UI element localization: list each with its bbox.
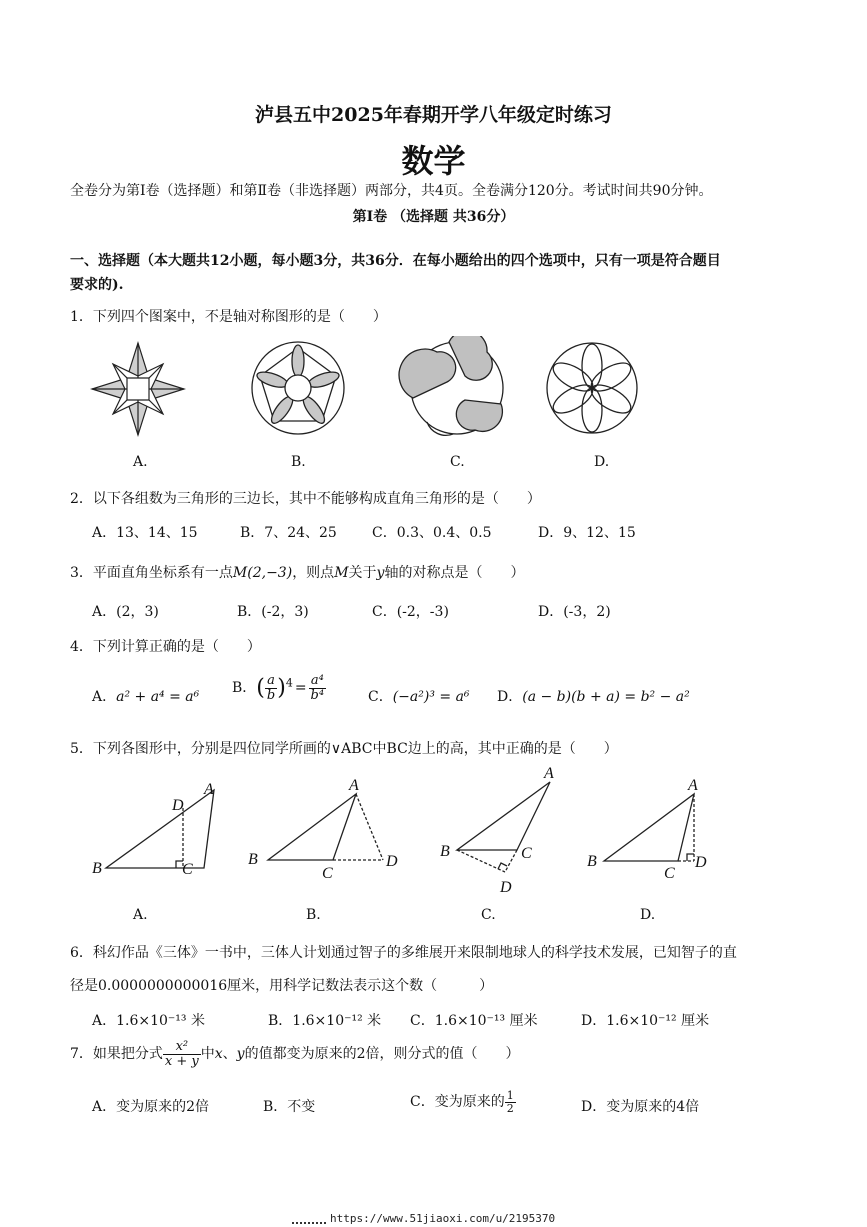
q5-figures — [84, 760, 724, 900]
q4-c-expr: (−a²)³ = a⁶ — [392, 689, 470, 705]
q4-b-frac: $\frac{a}{b}$ — [266, 673, 276, 703]
q3-stem-b: ，则点 — [292, 565, 335, 581]
q5-d-vertex-a: A — [688, 777, 698, 794]
q1-figure-b — [252, 342, 344, 434]
q4-b-pow: 4 — [285, 676, 293, 690]
q4-a-expr: a² + a⁴ = a⁶ — [116, 689, 200, 705]
q2-option-d: D．9、12、15 — [538, 525, 636, 541]
q2-option-c: C．0.3、0.4、0.5 — [372, 525, 492, 541]
q5-label-b: B. — [306, 907, 321, 923]
q5-d-vertex-b: B — [587, 853, 597, 870]
q3-point-m: M — [334, 565, 349, 581]
q1-figure-a — [92, 343, 184, 435]
q2-stem: 2．以下各组数为三角形的三边长，其中不能够构成直角三角形的是（ ） — [70, 491, 541, 507]
q4-a-label: A． — [92, 689, 117, 705]
q7-stem — [70, 1040, 520, 1068]
q7-c-text: C．变为原来的 — [410, 1094, 505, 1111]
q5-b-vertex-c: C — [322, 865, 333, 882]
q7-c-half: $\frac{1}{2}$ — [506, 1089, 514, 1115]
q3-stem-a: 3．平面直角坐标系有一点 — [70, 565, 233, 581]
q3-option-b: B．(-2，3) — [237, 604, 309, 620]
q4-c-label: C． — [368, 689, 393, 705]
q6-option-d: D．1.6×10⁻¹² 厘米 — [581, 1013, 710, 1029]
q5-b-vertex-a: A — [349, 777, 359, 794]
q4-option-d — [497, 686, 690, 706]
q5-a-vertex-b: B — [92, 860, 102, 877]
exam-intro: 全卷分为第Ⅰ卷（选择题）和第Ⅱ卷（非选择题）两部分，共4页。全卷满分120分。考试时间共90分钟。 — [70, 183, 713, 199]
footer-logo-icon — [292, 1215, 326, 1224]
q7-stem-c: 的值都变为原来的2倍，则分式的值（ ） — [244, 1046, 520, 1063]
q7-fraction: $\frac{\text{x²}}{x + y}$ — [164, 1039, 199, 1069]
q5-a-vertex-a: A — [204, 781, 214, 798]
q1-stem: 1．下列四个图案中，不是轴对称图形的是（ ） — [70, 309, 387, 325]
q7-option-a: A．变为原来的2倍 — [92, 1099, 210, 1115]
q6-option-b: B．1.6×10⁻¹² 米 — [268, 1013, 382, 1029]
q5-stem: 5．下列各图形中，分别是四位同学所画的∨ABC中BC边上的高，其中正确的是（ ） — [70, 741, 618, 757]
q7-option-d: D．变为原来的4倍 — [581, 1099, 700, 1115]
section-title: 第Ⅰ卷 （选择题 共36分） — [352, 209, 515, 225]
q5-a-vertex-d: D — [172, 797, 184, 814]
q4-b-result: $\frac{\text{a⁴}}{\text{b⁴}}$ — [310, 673, 325, 703]
subject-title: 数学 — [401, 142, 466, 180]
q1-figures — [80, 336, 670, 442]
q4-d-expr: (a − b)(b + a) = b² − a² — [522, 689, 690, 705]
q3-option-a: A．(2，3) — [92, 604, 159, 620]
q1-label-b: B. — [291, 454, 306, 470]
q1-label-c: C. — [450, 454, 465, 470]
q4-option-a — [92, 686, 199, 706]
q3-point: M(2,−3) — [232, 565, 293, 581]
q5-label-a: A. — [133, 907, 148, 923]
q4-d-label: D． — [497, 689, 523, 705]
q2-option-a: A．13、14、15 — [92, 525, 198, 541]
q5-c-vertex-d: D — [500, 879, 512, 896]
q6-option-a: A．1.6×10⁻¹³ 米 — [92, 1013, 205, 1029]
q5-b-vertex-b: B — [248, 851, 258, 868]
q7-var-y: y — [236, 1046, 245, 1063]
q6-line1: 6．科幻作品《三体》一书中，三体人计划通过智子的多维展开来限制地球人的科学技术发展，已知智子的直 — [70, 945, 737, 961]
q6-line2: 径是0.0000000000016厘米，用科学记数法表示这个数（ ） — [70, 978, 494, 994]
q3-option-c: C．(-2，-3) — [372, 604, 449, 620]
q5-label-c: C. — [481, 907, 496, 923]
q5-figure-b — [268, 794, 383, 860]
q5-a-vertex-c: C — [182, 861, 193, 878]
q7-option-b: B．不变 — [263, 1099, 316, 1115]
q4-b-label: B． — [232, 680, 257, 697]
footer-url-text: https://www.51jiaoxi.com/u/2195370 — [330, 1212, 556, 1225]
q1-label-a: A. — [133, 454, 148, 470]
q5-d-vertex-c: C — [664, 865, 675, 882]
q5-figure-c — [457, 782, 550, 872]
q7-stem-b: 中 — [200, 1046, 215, 1063]
q4-option-c — [368, 686, 470, 706]
q5-label-d: D. — [640, 907, 656, 923]
q5-figure-d — [604, 794, 694, 861]
q1-figure-d — [547, 343, 637, 433]
q3-stem-d: 轴的对称点是（ ） — [384, 565, 525, 581]
q5-c-vertex-a: A — [544, 765, 554, 782]
q4-stem: 4．下列计算正确的是（ ） — [70, 639, 261, 655]
q7-stem-a: 7．如果把分式 — [70, 1046, 163, 1063]
q2-option-b: B．7、24、25 — [240, 525, 337, 541]
q7-option-c — [410, 1090, 516, 1114]
exam-title: 泸县五中2025年春期开学八年级定时练习 — [255, 104, 612, 126]
q1-label-d: D. — [594, 454, 610, 470]
q3-stem-c: 关于 — [348, 565, 377, 581]
q5-c-vertex-c: C — [521, 845, 532, 862]
q3-stem — [70, 562, 524, 582]
q6-option-c: C．1.6×10⁻¹³ 厘米 — [410, 1013, 538, 1029]
q7-var-x: x — [214, 1046, 223, 1063]
q3-option-d: D．(-3，2) — [538, 604, 611, 620]
q1-figure-c — [399, 336, 503, 435]
q7-sep: 、 — [222, 1046, 237, 1063]
q4-b-eq: = — [294, 680, 307, 697]
q4-option-b: B．( $\frac{a}{b}$ )$^4$ = $\frac{\text{a⁴}}{\text{b⁴}}$ — [232, 673, 325, 703]
q5-d-vertex-d: D — [695, 854, 707, 871]
q5-figure-a — [106, 790, 214, 868]
q3-axis-y: y — [376, 565, 385, 581]
part1-heading-line2: 要求的). — [70, 277, 124, 293]
footer-url — [292, 1212, 555, 1225]
part1-heading-line1: 一、选择题（本大题共12小题，每小题3分，共36分．在每小题给出的四个选项中，只有一项是符合题目 — [70, 253, 721, 269]
q5-b-vertex-d: D — [386, 853, 398, 870]
q5-c-vertex-b: B — [440, 843, 450, 860]
